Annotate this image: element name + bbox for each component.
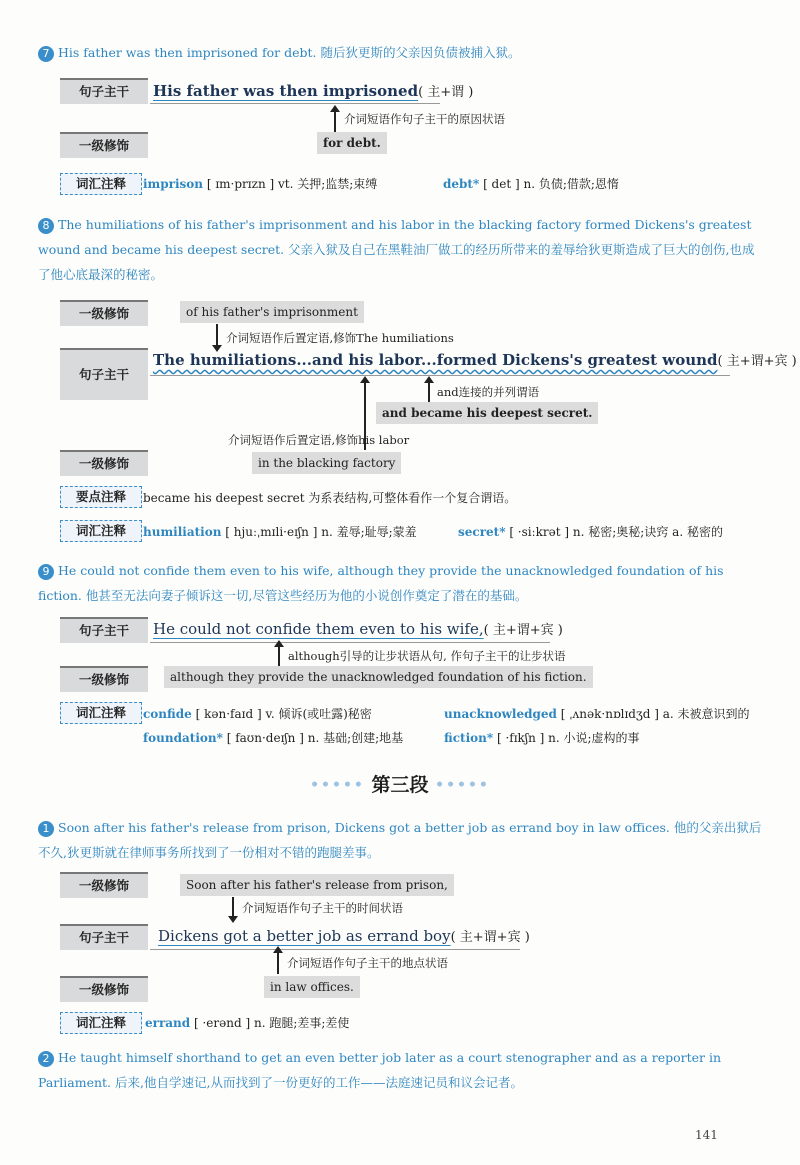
sentence-8 — [38, 212, 763, 287]
modifier-label: 一级修饰 — [60, 666, 148, 692]
arrow-note: 介词短语作句子主干的时间状语 — [242, 901, 403, 915]
sentence-number: 8 — [38, 218, 54, 234]
sentence-core: The humiliations...and his labor...formed Dickens's greatest wound( 主+谓+宾 ) — [153, 351, 797, 369]
vocab-entry: humiliation [ hjuːˌmɪli·eɪʃn ] n. 羞辱;耻辱;蒙羞 — [143, 525, 417, 539]
core-label: 句子主干 — [60, 348, 148, 400]
arrow-note: 介词短语作后置定语,修饰The humiliations — [226, 331, 454, 345]
core-label: 句子主干 — [60, 924, 148, 950]
vocab-entry: errand [ ·erənd ] n. 跑腿;差事;差使 — [145, 1016, 350, 1030]
modifier-label: 一级修饰 — [60, 976, 148, 1002]
vocab-label: 词汇注释 — [60, 173, 142, 195]
divider — [150, 375, 730, 376]
modifier-label: 一级修饰 — [60, 872, 148, 898]
modifier-box: in law offices. — [264, 976, 360, 998]
vocab-label: 词汇注释 — [60, 520, 142, 542]
sentence-core: His father was then imprisoned( 主+谓 ) — [153, 82, 474, 100]
section-title: 第三段 — [371, 774, 429, 796]
modifier-box: in the blacking factory — [252, 452, 401, 474]
arrow-note: 介词短语作句子主干的地点状语 — [287, 956, 448, 970]
sentence-number: 2 — [38, 1051, 54, 1067]
arrow — [216, 324, 218, 346]
vocab-entry: imprison [ ɪm·prɪzn ] vt. 关押;监禁;束缚 — [143, 177, 378, 191]
core-label: 句子主干 — [60, 78, 148, 104]
sentence-text: Soon after his father's release from prison, Dickens got a better job as errand boy in law offices. 他的父亲出狱后不久,狄更斯就在律师事务所找到了一份相对不错的跑腿差事。 — [38, 820, 762, 860]
sentence-number: 9 — [38, 564, 54, 580]
sentence-text: The humiliations of his father's imprisonment and his labor in the blacking factory formed Dickens's greatest wound and became his deepest secret. 父亲入狱及自己在黑鞋油厂做工的经历所带来的羞辱给狄更斯造成了巨大的创伤,也成了他心底最深的秘密。 — [38, 217, 755, 282]
divider — [150, 949, 520, 950]
modifier-label: 一级修饰 — [60, 300, 148, 326]
sentence-number: 7 — [38, 46, 54, 62]
section-heading: ••••• 第三段 ••••• — [310, 774, 490, 796]
vocab-entry: fiction* [ ·fɪkʃn ] n. 小说;虚构的事 — [444, 731, 640, 745]
divider — [150, 642, 550, 643]
arrow-note: although引导的让步状语从句, 作句子主干的让步状语 — [288, 649, 566, 663]
arrow-note: 介词短语作句子主干的原因状语 — [344, 112, 505, 126]
modifier-box: for debt. — [317, 132, 387, 154]
modifier-box: Soon after his father's release from prison, — [180, 874, 454, 896]
arrow — [428, 382, 430, 402]
sentence-p3-1 — [38, 815, 763, 865]
arrow — [232, 897, 234, 917]
arrow-note: 介词短语作后置定语,修饰his labor — [228, 433, 410, 447]
vocab-entry: secret* [ ·siːkrət ] n. 秘密;奥秘;诀窍 a. 秘密的 — [458, 525, 723, 539]
core-label: 句子主干 — [60, 617, 148, 643]
arrow — [334, 111, 336, 133]
sentence-text: His father was then imprisoned for debt. 随后狄更斯的父亲因负债被捕入狱。 — [58, 45, 521, 60]
arrow — [278, 646, 280, 666]
modifier-label: 一级修饰 — [60, 132, 148, 158]
arrow — [277, 952, 279, 974]
sentence-core: Dickens got a better job as errand boy( 主+谓+宾 ) — [158, 927, 530, 945]
sentence-text: He taught himself shorthand to get an even better job later as a court stenographer and as a reporter in Parliament. 后来,他自学速记,从而找到了一份更好的工作——法庭速记员和议会记者。 — [38, 1050, 722, 1090]
vocab-entry: debt* [ det ] n. 负债;借款;恩惰 — [443, 177, 619, 191]
vocab-entry: unacknowledged [ ˌʌnək·nɒlɪdʒd ] a. 未被意识到的 — [444, 707, 750, 721]
modifier-box: although they provide the unacknowledged foundation of his fiction. — [164, 666, 593, 688]
modifier-box: and became his deepest secret. — [376, 402, 598, 424]
sentence-9 — [38, 558, 763, 608]
sentence-p3-2 — [38, 1045, 763, 1095]
vocab-entry: foundation* [ faʊn·deɪʃn ] n. 基础;创建;地基 — [143, 731, 404, 745]
page-number: 141 — [695, 1128, 718, 1142]
sentence-7 — [38, 40, 763, 65]
key-point-text: became his deepest secret 为系表结构,可整体看作一个复合谓语。 — [143, 491, 517, 505]
vocab-entry: confide [ kən·faɪd ] v. 倾诉(或吐露)秘密 — [143, 707, 372, 721]
sentence-text: He could not confide them even to his wife, although they provide the unacknowledged foundation of his fiction. 他甚至无法向妻子倾诉这一切,尽管这些经历为他的小说创作奠定了潜在的基础。 — [38, 563, 724, 603]
divider — [150, 103, 440, 104]
vocab-label: 词汇注释 — [60, 1012, 142, 1034]
sentence-core: He could not confide them even to his wife,( 主+谓+宾 ) — [153, 620, 563, 638]
sentence-number: 1 — [38, 821, 54, 837]
key-point-label: 要点注释 — [60, 486, 142, 508]
modifier-label: 一级修饰 — [60, 450, 148, 476]
arrow-note: and连接的并列谓语 — [437, 385, 540, 399]
vocab-label: 词汇注释 — [60, 702, 142, 724]
modifier-box: of his father's imprisonment — [180, 301, 364, 323]
